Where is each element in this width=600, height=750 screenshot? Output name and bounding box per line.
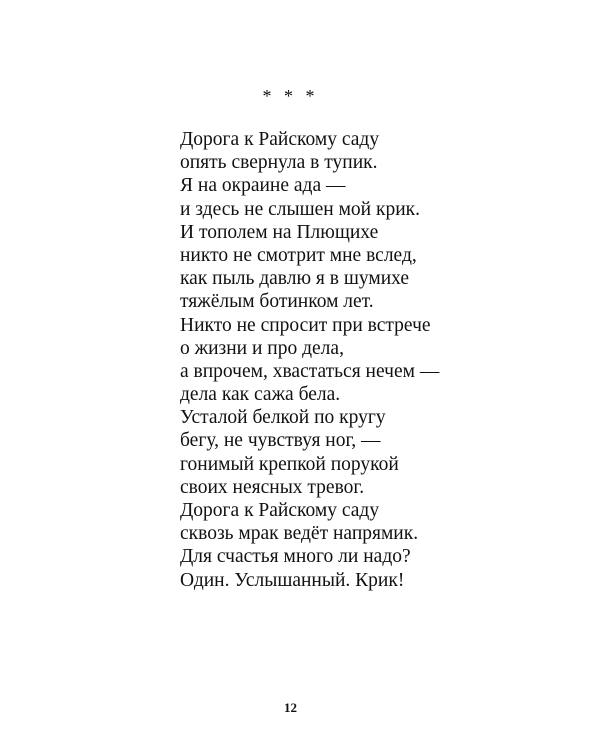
- poem-line: а впрочем, хвастаться нечем —: [180, 360, 440, 382]
- poem-line: гонимый крепкой порукой: [180, 453, 399, 475]
- poem-text: [180, 128, 580, 592]
- poem-line: никто не смотрит мне вслед,: [180, 244, 417, 266]
- poem-line: опять свернула в тупик.: [180, 152, 378, 174]
- poem-line: Я на окраине ада —: [180, 175, 346, 197]
- poem-line: своих неясных тревог.: [180, 476, 365, 498]
- poem-line: о жизни и про дела,: [180, 337, 344, 359]
- poem-line: и здесь не слышен мой крик.: [180, 198, 420, 220]
- poem-line: Дорога к Райскому саду: [180, 500, 380, 521]
- poem-line: Дорога к Райскому саду: [180, 129, 380, 150]
- section-separator: * * *: [262, 86, 319, 106]
- poem-line: Один. Услышанный. Крик!: [180, 569, 405, 591]
- poem-line: тяжёлым ботинком лет.: [180, 291, 374, 313]
- poem-line: Для счастья много ли надо?: [180, 546, 411, 568]
- poem-line: Усталой белкой по кругу: [180, 407, 386, 429]
- poem-line: Никто не спросит при встрече: [180, 314, 431, 336]
- poem-line: сквозь мрак ведёт напрямик.: [180, 523, 419, 545]
- poem-line: как пыль давлю я в шумихе: [180, 268, 410, 290]
- poem-line: дела как сажа бела.: [180, 384, 341, 406]
- page-number: 12: [284, 700, 297, 715]
- poem-line: бегу, не чувствуя ног, —: [180, 430, 381, 452]
- poem-line: И тополем на Плющихе: [180, 221, 379, 243]
